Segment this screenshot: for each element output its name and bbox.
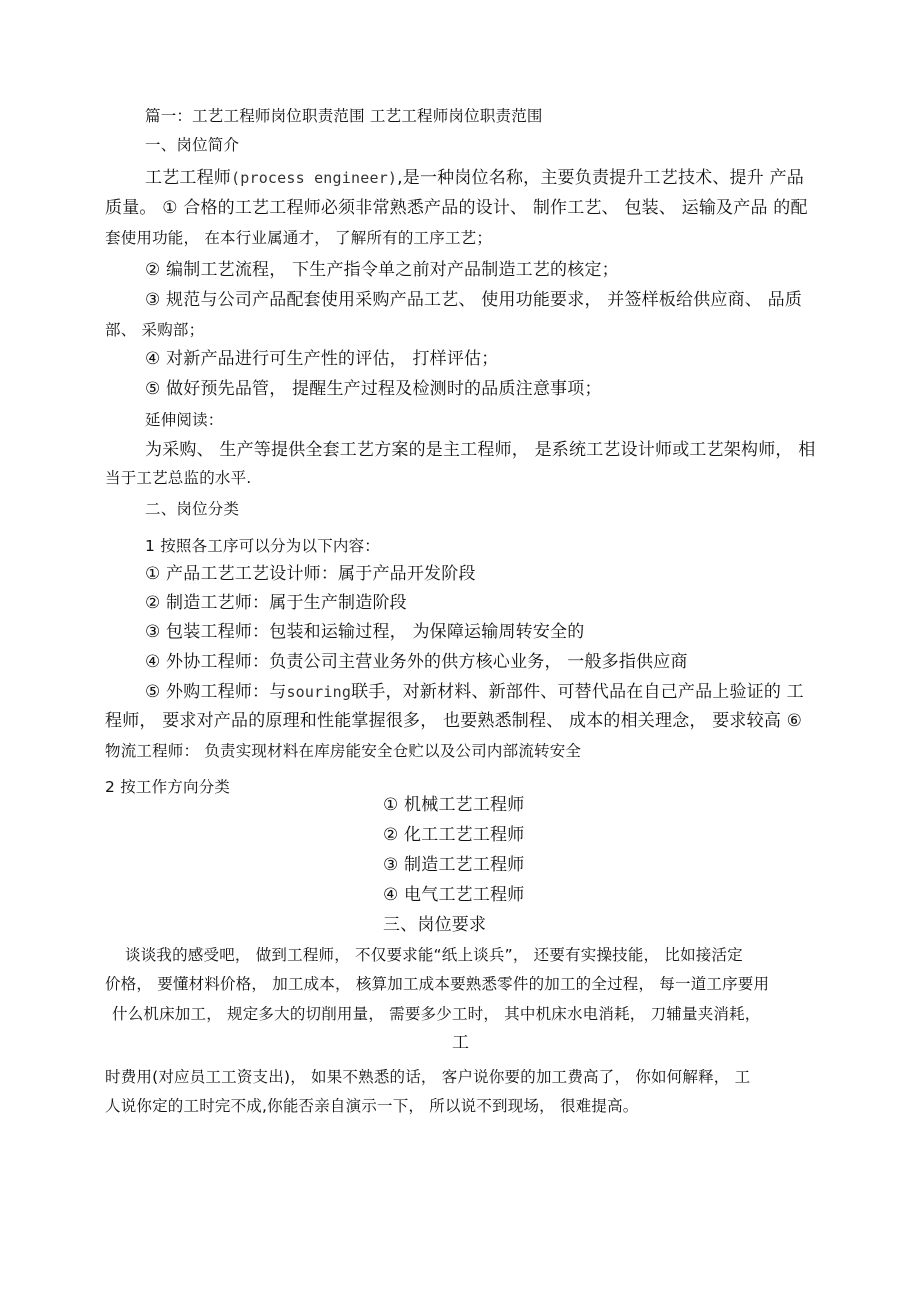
section-1-title: 一、岗位简介	[145, 136, 240, 154]
paragraph-line: 当于工艺总监的水平.	[105, 469, 252, 487]
duty-item-2: ② 编制工艺流程， 下生产指令单之前对产品制造工艺的核定；	[145, 260, 619, 280]
paragraph-line: 质量。 ① 合格的工艺工程师必须非常熟悉产品的设计、 制作工艺、 包装、 运输及产品 的配	[105, 198, 808, 218]
category-item-5-a: ⑤ 外购工程师：与	[145, 682, 287, 702]
paragraph-line: 套使用功能， 在本行业属通才， 了解所有的工序工艺；	[105, 229, 493, 247]
paragraph-line: 物流工程师： 负责实现材料在库房能安全仓贮以及公司内部流转安全	[105, 742, 582, 760]
paragraph-line: 工	[452, 1033, 470, 1053]
paragraph-line: 时费用(对应员工工资支出)， 如果不熟悉的话， 客户说你要的加工费高了， 你如何解释， 工	[105, 1068, 751, 1086]
category-item-1: ① 产品工艺工艺设计师：属于产品开发阶段	[145, 564, 476, 584]
paragraph-line: 部、 采购部；	[105, 321, 205, 339]
intro-term: 工艺工程师	[145, 168, 231, 188]
section-2-title: 二、岗位分类	[145, 500, 240, 518]
category-item-3: ③ 包装工程师：包装和运输过程， 为保障运输周转安全的	[145, 622, 585, 642]
intro-rest: ,是一种岗位名称，主要负责提升工艺技术、提升 产品	[397, 168, 804, 188]
category-item-5	[145, 681, 804, 703]
direction-item: ③ 制造工艺工程师	[383, 855, 525, 875]
paragraph-line: 程师， 要求对产品的原理和性能掌握很多， 也要熟悉制程、 成本的相关理念， 要求较高 ⑥	[105, 711, 803, 731]
direction-item: ④ 电气工艺工程师	[383, 885, 525, 905]
paragraph-line: 价格， 要懂材料价格， 加工成本， 核算加工成本要熟悉零件的加工的全过程， 每一道工序要用	[105, 975, 770, 993]
duty-item-5: ⑤ 做好预先品管， 提醒生产过程及检测时的品质注意事项；	[145, 379, 602, 399]
section-3-title: 三、岗位要求	[383, 915, 487, 935]
paragraph-line: 人说你定的工时完不成,你能否亲自演示一下， 所以说不到现场， 很难提高。	[105, 1097, 639, 1115]
category-item-5-c: 联手，对新材料、新部件、可替代品在自己产品上验证的 工	[351, 682, 804, 702]
paragraph-line: 为采购、 生产等提供全套工艺方案的是主工程师， 是系统工艺设计师或工艺架构师， 相	[145, 440, 816, 460]
paragraph-line: 谈谈我的感受吧， 做到工程师， 不仅要求能“纸上谈兵”， 还要有实操技能， 比如接活定	[125, 946, 743, 964]
classification-1-heading: 1 按照各工序可以分为以下内容：	[145, 537, 380, 555]
duty-item-3: ③ 规范与公司产品配套使用采购产品工艺、 使用功能要求， 并签样板给供应商、 品质	[145, 290, 803, 310]
duty-item-4: ④ 对新产品进行可生产性的评估， 打样评估；	[145, 349, 499, 369]
category-item-5-english: souring	[286, 683, 352, 701]
category-item-4: ④ 外协工程师：负责公司主营业务外的供方核心业务， 一般多指供应商	[145, 652, 688, 672]
classification-2-heading: 2 按工作方向分类	[105, 778, 231, 796]
direction-item: ② 化工工艺工程师	[383, 825, 525, 845]
intro-english: (process engineer)	[231, 169, 398, 187]
paragraph-line: 什么机床加工， 规定多大的切削用量， 需要多少工时， 其中机床水电消耗， 刀辅量夹消耗，	[112, 1005, 761, 1023]
extended-reading-label: 延伸阅读：	[145, 411, 224, 429]
intro-line	[145, 167, 804, 189]
doc-heading: 篇一：工艺工程师岗位职责范围 工艺工程师岗位职责范围	[145, 107, 543, 125]
category-item-2: ② 制造工艺师：属于生产制造阶段	[145, 593, 407, 613]
direction-item: ① 机械工艺工程师	[383, 795, 525, 815]
